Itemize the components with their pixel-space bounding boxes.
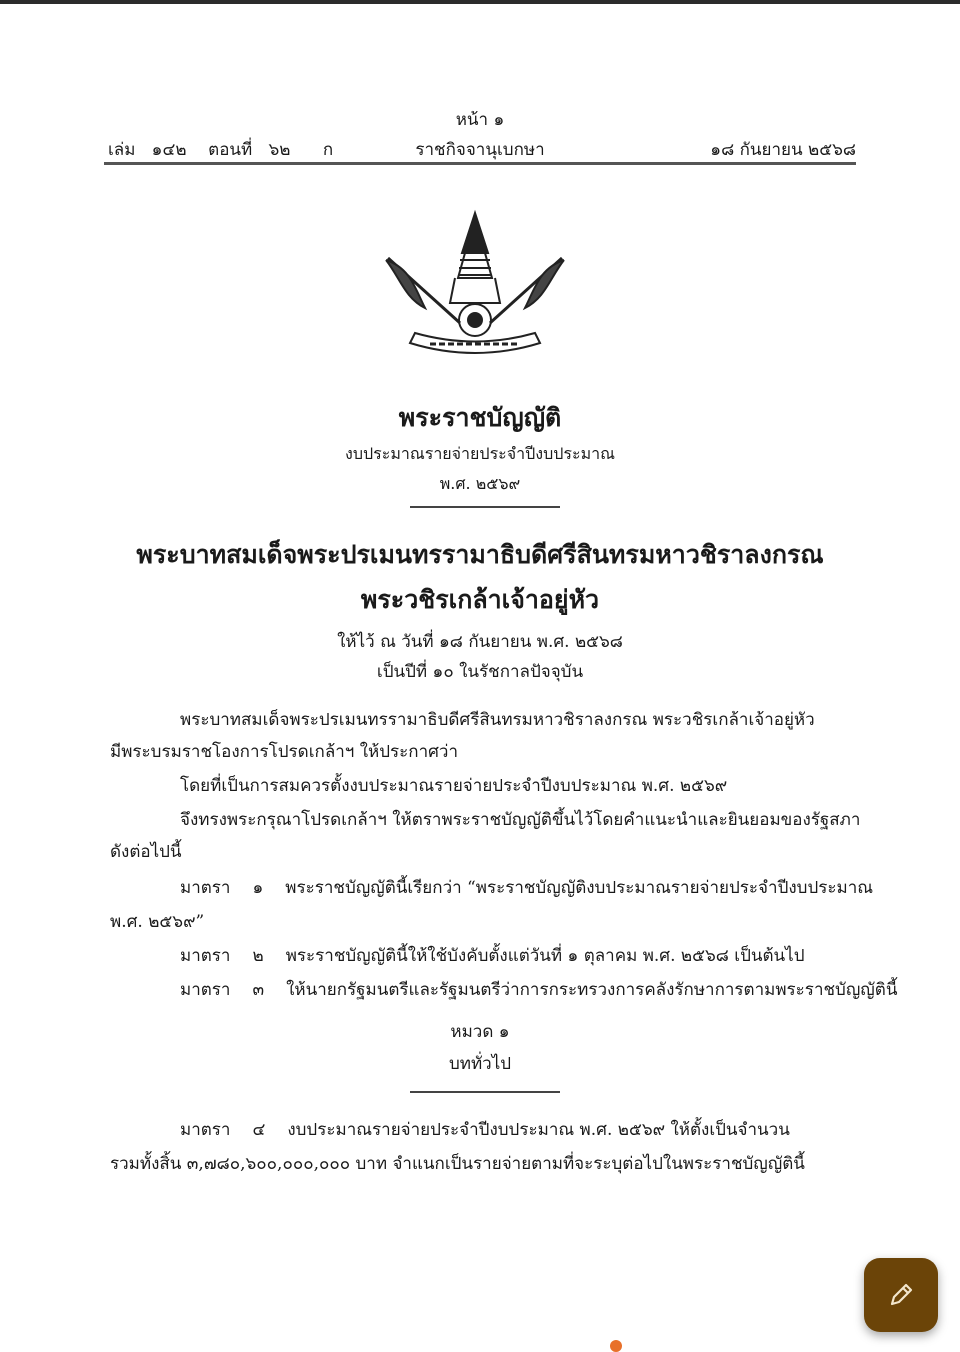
act-subtitle: งบประมาณรายจ่ายประจำปีงบประมาณ: [345, 444, 615, 463]
section-2: [180, 942, 805, 969]
chapter-title: บททั่วไป: [448, 1054, 512, 1074]
scroll-indicator: [610, 1340, 622, 1352]
given-date: ให้ไว้ ณ วันที่ ๑๘ กันยายน พ.ศ. ๒๕๖๘: [337, 632, 623, 652]
section-1-continued: พ.ศ. ๒๕๖๙”: [110, 912, 205, 932]
chapter-divider: [410, 1091, 560, 1093]
king-name-line1: พระบาทสมเด็จพระปรเมนทรรามาธิบดีศรีสินทรมหาวชิราลงกรณ: [136, 540, 824, 569]
section-4: [180, 1116, 790, 1143]
section-label: มาตรา: [180, 946, 231, 966]
header-divider: [104, 162, 856, 165]
edit-button[interactable]: [864, 1258, 938, 1332]
preamble-line: พระบาทสมเด็จพระปรเมนทรรามาธิบดีศรีสินทรมหาวชิราลงกรณ พระวชิรเกล้าเจ้าอยู่หัว: [180, 710, 815, 730]
act-year: พ.ศ. ๒๕๖๙: [439, 474, 521, 493]
page-number: หน้า ๑: [455, 110, 505, 130]
section-1: [180, 874, 873, 901]
royal-emblem-icon: [380, 208, 570, 358]
section-label: มาตรา: [180, 878, 231, 898]
preamble-line: โดยที่เป็นการสมควรตั้งงบประมาณรายจ่ายประจำปีงบประมาณ พ.ศ. ๒๕๖๙: [180, 776, 728, 796]
title-divider: [410, 506, 560, 508]
gazette-name: ราชกิจจานุเบกษา: [415, 140, 545, 160]
preamble-line: มีพระบรมราชโองการโปรดเกล้าฯ ให้ประกาศว่า: [110, 742, 459, 762]
section-label: ตอนที่: [208, 140, 253, 160]
section-number: ๑: [252, 878, 264, 898]
volume-label: เล่ม: [108, 140, 136, 160]
section-text: พระราชบัญญัตินี้เรียกว่า “พระราชบัญญัติงบประมาณรายจ่ายประจำปีงบประมาณ: [285, 878, 874, 898]
section-number: ๖๒: [268, 140, 291, 160]
section-3: [180, 976, 897, 1003]
section-number: ๓: [252, 980, 265, 1000]
reign-year: เป็นปีที่ ๑๐ ในรัชกาลปัจจุบัน: [376, 662, 584, 682]
preamble-line: ดังต่อไปนี้: [110, 842, 182, 862]
section-type: ก: [322, 140, 334, 160]
volume-number: ๑๔๒: [151, 140, 187, 160]
section-text: พระราชบัญญัตินี้ให้ใช้บังคับตั้งแต่วันที่ ๑ ตุลาคม พ.ศ. ๒๕๖๘ เป็นต้นไป: [285, 946, 805, 966]
section-4-continued: รวมทั้งสิ้น ๓,๗๘๐,๖๐๐,๐๐๐,๐๐๐ บาท จำแนกเป็นรายจ่ายตามที่จะระบุต่อไปในพระราชบัญญัตินี้: [110, 1154, 805, 1174]
act-title: พระราชบัญญัติ: [398, 403, 562, 432]
preamble-line: จึงทรงพระกรุณาโปรดเกล้าฯ ให้ตราพระราชบัญญัติขึ้นไว้โดยคำแนะนำและยินยอมของรัฐสภา: [180, 810, 861, 830]
section-text: ให้นายกรัฐมนตรีและรัฐมนตรีว่าการกระทรวงการคลังรักษาการตามพระราชบัญญัตินี้: [286, 980, 898, 1000]
chapter-label: หมวด ๑: [450, 1022, 510, 1042]
king-name-line2: พระวชิรเกล้าเจ้าอยู่หัว: [360, 585, 600, 614]
gazette-date: ๑๘ กันยายน ๒๕๖๘: [710, 140, 856, 160]
section-number: ๒: [252, 946, 264, 966]
section-label: มาตรา: [180, 1120, 231, 1140]
section-label: มาตรา: [180, 980, 231, 1000]
section-number: ๔: [252, 1120, 266, 1140]
top-status-bar: [0, 0, 960, 4]
section-text: งบประมาณรายจ่ายประจำปีงบประมาณ พ.ศ. ๒๕๖๙ ให้ตั้งเป็นจำนวน: [287, 1120, 790, 1140]
pencil-icon: [886, 1280, 916, 1310]
